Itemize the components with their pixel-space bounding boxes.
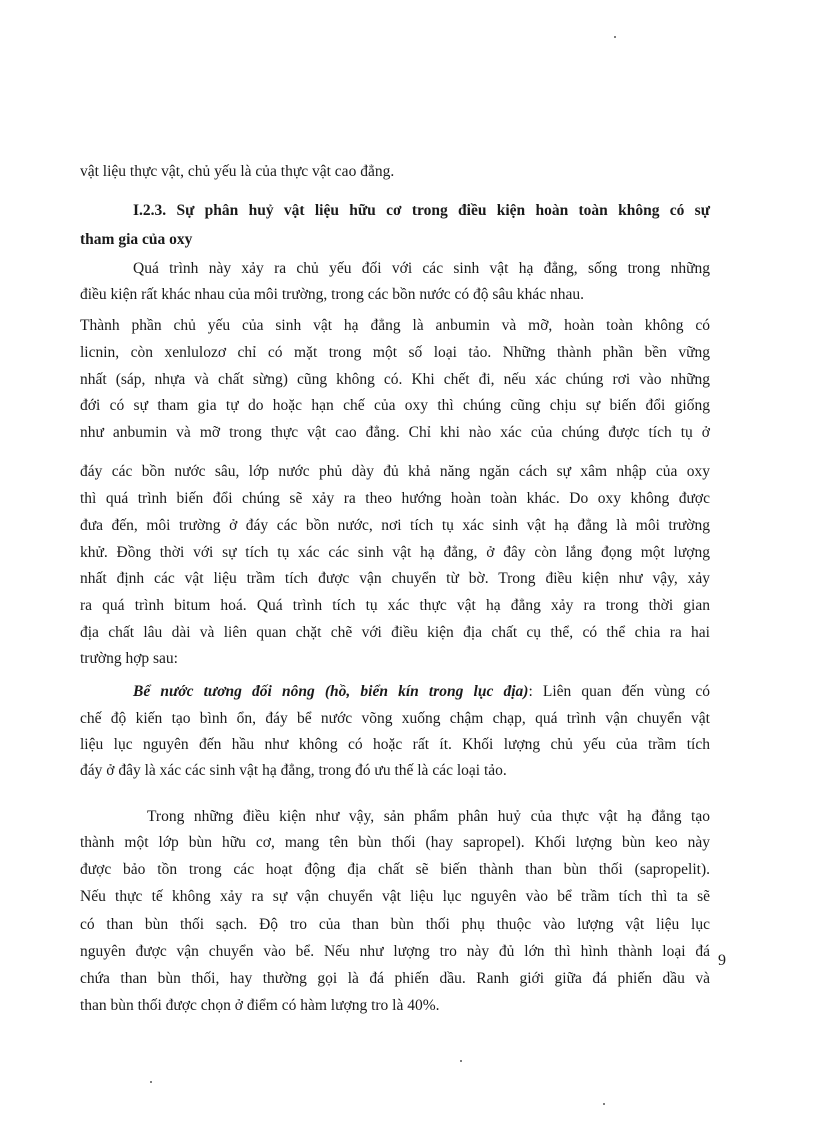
text-line: vật liệu thực vật, chủ yếu là của thực vật cao đẳng. (80, 163, 395, 180)
text-line: nhất (sáp, nhựa và chất sừng) cũng không có. Khi chết đi, nếu xác chúng rơi vào những (80, 371, 710, 388)
text-line: trường hợp sau: (80, 650, 178, 667)
text-line: than bùn thối được chọn ở điểm có hàm lượng tro là 40%. (80, 997, 440, 1014)
section-heading-continued: tham gia của oxy (80, 231, 193, 248)
text-line: nhất định các vật liệu trầm tích được vận chuyển từ bờ. Trong điều kiện như vậy, xảy (80, 570, 710, 587)
scan-speck (460, 1060, 462, 1062)
scan-speck (614, 36, 616, 38)
text-line: thì quá trình biến đổi chúng sẽ xảy ra theo hướng hoàn toàn khác. Do oxy không được (80, 490, 710, 507)
text-line: đáy các bồn nước sâu, lớp nước phủ dày đủ khả năng ngăn cách sự xâm nhập của oxy (80, 463, 710, 480)
text-line: đáy ở đây là xác các sinh vật hạ đẳng, trong đó ưu thế là các loại tảo. (80, 762, 507, 779)
text-line: chứa than bùn thối, hay thường gọi là đá phiến dầu. Ranh giới giữa đá phiến dầu và (80, 970, 710, 987)
text-line: được bảo tồn trong các hoạt động địa chất sẽ biến thành than bùn thối (sapropelit). (80, 861, 710, 878)
text-line: nguyên được vận chuyển vào bể. Nếu như lượng tro này đủ lớn thì hình thành loại đá (80, 943, 710, 960)
page-number: 9 (718, 952, 726, 969)
text-line: Quá trình này xảy ra chủ yếu đối với các sinh vật hạ đẳng, sống trong những (133, 260, 710, 277)
text-span: : Liên quan đến vùng có (528, 683, 710, 700)
scan-speck (150, 1081, 152, 1083)
text-line: thành một lớp bùn hữu cơ, mang tên bùn thối (hay sapropel). Khối lượng bùn keo này (80, 834, 710, 851)
text-line: khử. Đồng thời với sự tích tụ xác các sinh vật hạ đẳng, ở đây còn lắng đọng một lượng (80, 544, 710, 561)
text-line: licnin, còn xenlulozơ chỉ có mặt trong một số loại tảo. Những thành phần bền vững (80, 344, 710, 361)
text-line: địa chất lâu dài và liên quan chặt chẽ với điều kiện địa chất cụ thể, có thể chia ra hai (80, 624, 710, 641)
scan-speck (603, 1103, 605, 1105)
text-line: ra quá trình bitum hoá. Quá trình tích tụ xác thực vật hạ đẳng xảy ra trong thời gian (80, 597, 710, 614)
text-line: đưa đến, môi trường ở đáy các bồn nước, nơi tích tụ xác sinh vật hạ đẳng là môi trường (80, 517, 710, 534)
text-line: Nếu thực tế không xảy ra sự vận chuyển vật liệu lục nguyên vào bể trầm tích thì ta sẽ (80, 888, 710, 905)
section-heading: I.2.3. Sự phân huỷ vật liệu hữu cơ trong điều kiện hoàn toàn không có sự (133, 202, 710, 219)
italic-subheading: Bể nước tương đối nông (hồ, biển kín trong lục địa) (133, 683, 529, 700)
text-line: điều kiện rất khác nhau của môi trường, trong các bồn nước có độ sâu khác nhau. (80, 286, 585, 303)
text-line: như anbumin và mỡ trong thực vật cao đẳng. Chỉ khi nào xác của chúng được tích tụ ở (80, 424, 710, 441)
text-line: đới có sự tham gia tự do hoặc hạn chế của oxy thì chúng cũng chịu sự biến đổi giống (80, 397, 710, 414)
text-line: Trong những điều kiện như vậy, sản phẩm phân huỷ của thực vật hạ đẳng tạo (147, 808, 710, 825)
paragraph-line (133, 678, 710, 706)
text-line: có than bùn thối sạch. Độ tro của than bùn thối phụ thuộc vào lượng vật liệu lục (80, 916, 710, 933)
text-line: chế độ kiến tạo bình ổn, đáy bể nước võng xuống chậm chạp, quá trình vận chuyển vật (80, 710, 710, 727)
text-line: liệu lục nguyên đến hầu như không có hoặc rất ít. Khối lượng chủ yếu của trầm tích (80, 736, 710, 753)
text-line: Thành phần chủ yếu của sinh vật hạ đẳng là anbumin và mỡ, hoàn toàn không có (80, 317, 710, 334)
